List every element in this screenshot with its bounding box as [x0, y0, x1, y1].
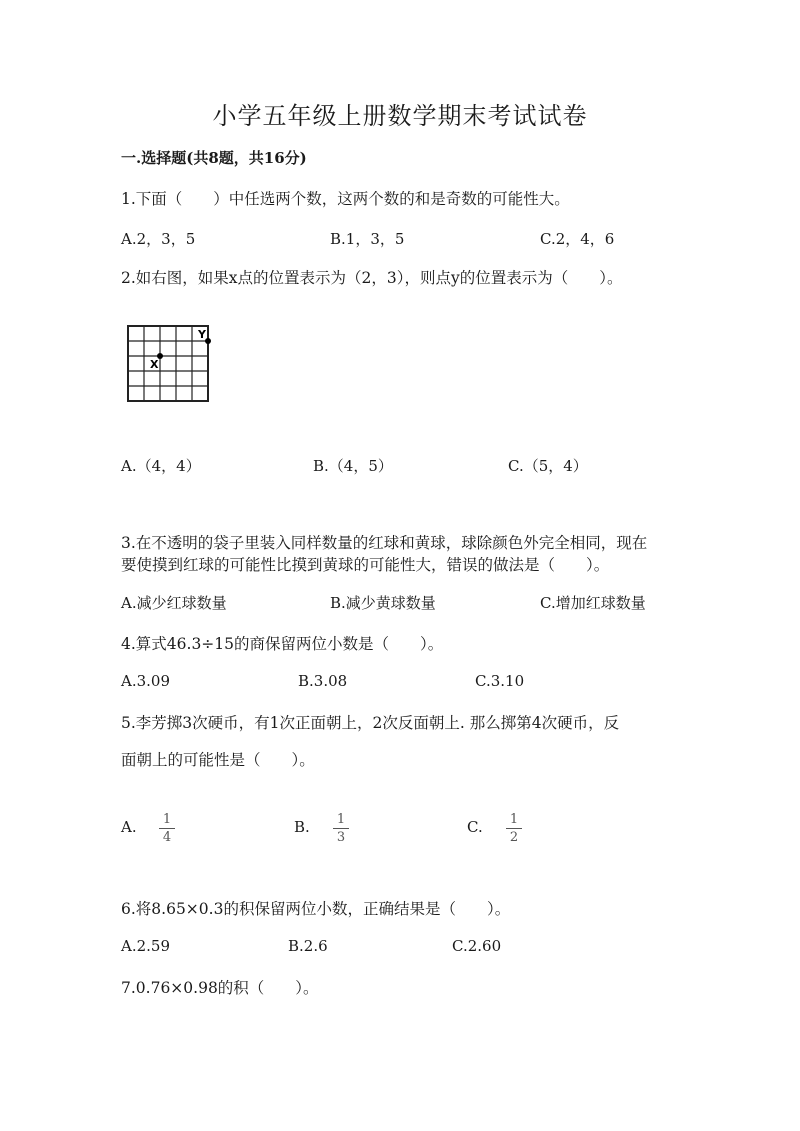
- question-3-line-1: 3.在不透明的袋子里装入同样数量的红球和黄球，球除颜色外完全相同，现在: [121, 534, 648, 552]
- q5-option-c-fraction: [503, 812, 525, 845]
- fraction-numerator: 1: [336, 812, 346, 827]
- q5-option-b-fraction: [330, 812, 352, 845]
- question-3-line-2: 要使摸到红球的可能性比摸到黄球的可能性大，错误的做法是（ ）。: [121, 556, 610, 574]
- grid-point-x-label: X: [150, 358, 159, 371]
- q6-option-a: A.2.59: [121, 937, 170, 955]
- fraction-numerator: 1: [162, 812, 172, 827]
- section-heading: 一.选择题(共8题，共16分): [121, 149, 307, 167]
- question-2-text: 2.如右图，如果x点的位置表示为（2，3），则点y的位置表示为（ ）。: [121, 269, 623, 287]
- q1-option-b: B.1，3，5: [330, 230, 405, 248]
- q4-option-b: B.3.08: [298, 672, 348, 690]
- q6-option-b: B.2.6: [288, 937, 328, 955]
- q5-option-a-fraction: [156, 812, 178, 845]
- q3-option-c: C.增加红球数量: [540, 594, 646, 612]
- question-7-text: 7.0.76×0.98的积（ ）。: [121, 979, 319, 997]
- q5-option-a-label: A.: [121, 818, 137, 836]
- fraction-denominator: 4: [162, 830, 172, 845]
- q6-option-c: C.2.60: [452, 937, 502, 955]
- q1-option-a: A.2，3，5: [121, 230, 196, 248]
- q2-option-b: B.（4，5）: [313, 457, 393, 475]
- q4-option-c: C.3.10: [475, 672, 525, 690]
- coordinate-grid-figure: [120, 318, 220, 408]
- question-4-text: 4.算式46.3÷15的商保留两位小数是（ ）。: [121, 635, 444, 653]
- fraction-denominator: 2: [509, 830, 519, 845]
- question-6-text: 6.将8.65×0.3的积保留两位小数，正确结果是（ ）。: [121, 900, 511, 918]
- q2-option-a: A.（4，4）: [121, 457, 201, 475]
- fraction-denominator: 3: [336, 830, 346, 845]
- page-title: 小学五年级上册数学期末考试试卷: [212, 102, 588, 130]
- q5-option-b-label: B.: [294, 818, 310, 836]
- q3-option-a: A.减少红球数量: [121, 594, 227, 612]
- q4-option-a: A.3.09: [121, 672, 170, 690]
- q5-option-c-label: C.: [467, 818, 483, 836]
- q3-option-b: B.减少黄球数量: [330, 594, 436, 612]
- q1-option-c: C.2，4，6: [540, 230, 615, 248]
- question-5-line-1: 5.李芳掷3次硬币，有1次正面朝上，2次反面朝上. 那么掷第4次硬币，反: [121, 714, 620, 732]
- question-5-line-2: 面朝上的可能性是（ ）。: [121, 751, 315, 769]
- grid-point-y-label: Y: [198, 328, 206, 341]
- question-1-text: 1.下面（ ）中任选两个数，这两个数的和是奇数的可能性大。: [121, 190, 570, 208]
- q2-option-c: C.（5，4）: [508, 457, 588, 475]
- fraction-numerator: 1: [509, 812, 519, 827]
